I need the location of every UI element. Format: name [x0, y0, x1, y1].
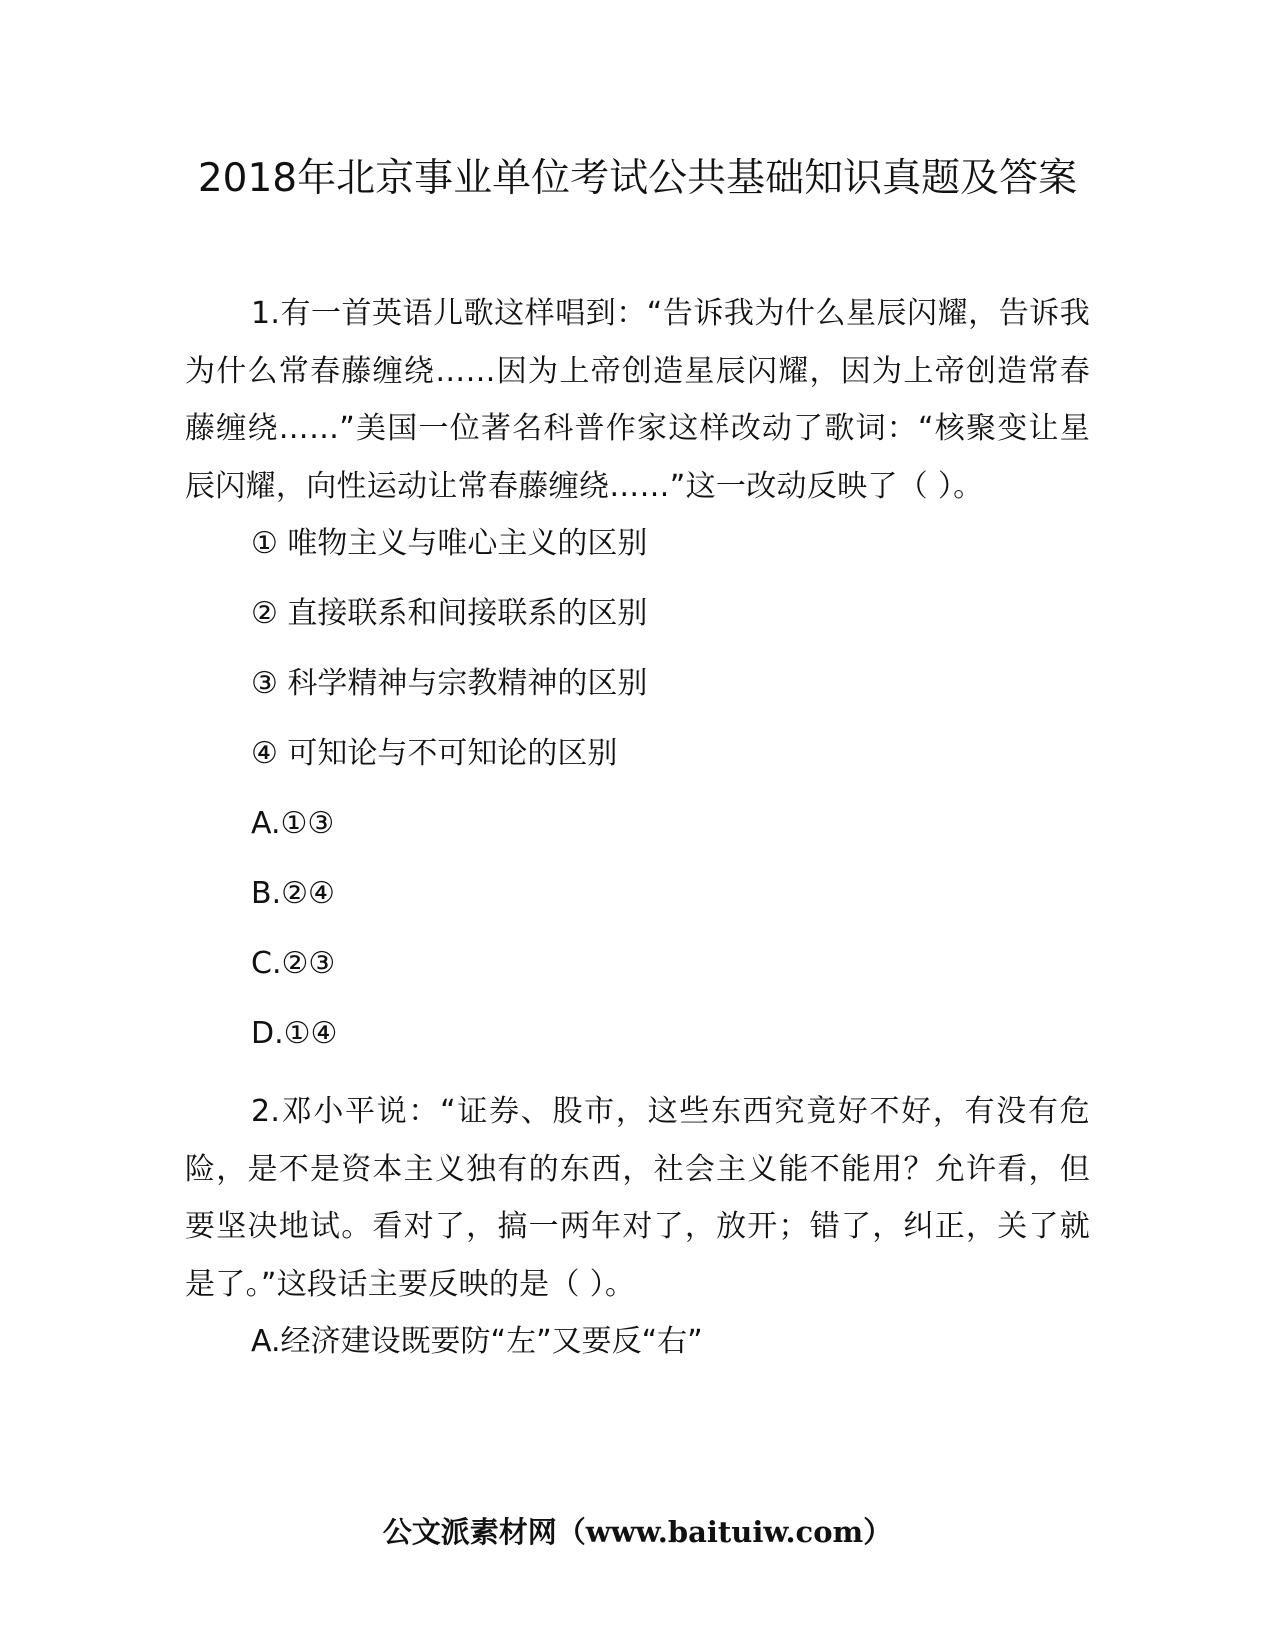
document-title: 2018年北京事业单位考试公共基础知识真题及答案	[197, 156, 1078, 201]
question-1-statement: ② 直接联系和间接联系的区别	[251, 596, 648, 631]
question-1-option: C.②③	[251, 946, 336, 981]
question-1-option: D.①④	[251, 1016, 338, 1051]
question-2-stem: 2.邓小平说：“证券、股市，这些东西究竟好不好，有没有危险，是不是资本主义独有的东西，社会主义能不能用？允许看，但要坚决地试。看对了，搞一两年对了，放开；错了，纠正，关了就是了。”这段话主要反映的是（ ）。	[185, 1094, 1090, 1302]
question-1-option: B.②④	[251, 876, 335, 911]
page-footer: 公文派素材网（www.baituiw.com）	[382, 1515, 893, 1549]
question-1-stem: 1.有一首英语儿歌这样唱到：“告诉我为什么星辰闪耀，告诉我为什么常春藤缠绕……因为上帝创造星辰闪耀，因为上帝创造常春藤缠绕……”美国一位著名科普作家这样改动了歌词：“核聚变让星辰闪耀，向性运动让常春藤缠绕……”这一改动反映了（ ）。	[185, 296, 1090, 504]
question-1-option: A.①③	[251, 806, 335, 841]
document-body	[185, 285, 1090, 1391]
question-1-statement: ① 唯物主义与唯心主义的区别	[251, 526, 648, 561]
question-2-option: A.经济建设既要防“左”又要反“右”	[251, 1324, 703, 1359]
question-1-statement: ③ 科学精神与宗教精神的区别	[251, 666, 648, 701]
question-1-statement: ④ 可知论与不可知论的区别	[251, 736, 618, 771]
